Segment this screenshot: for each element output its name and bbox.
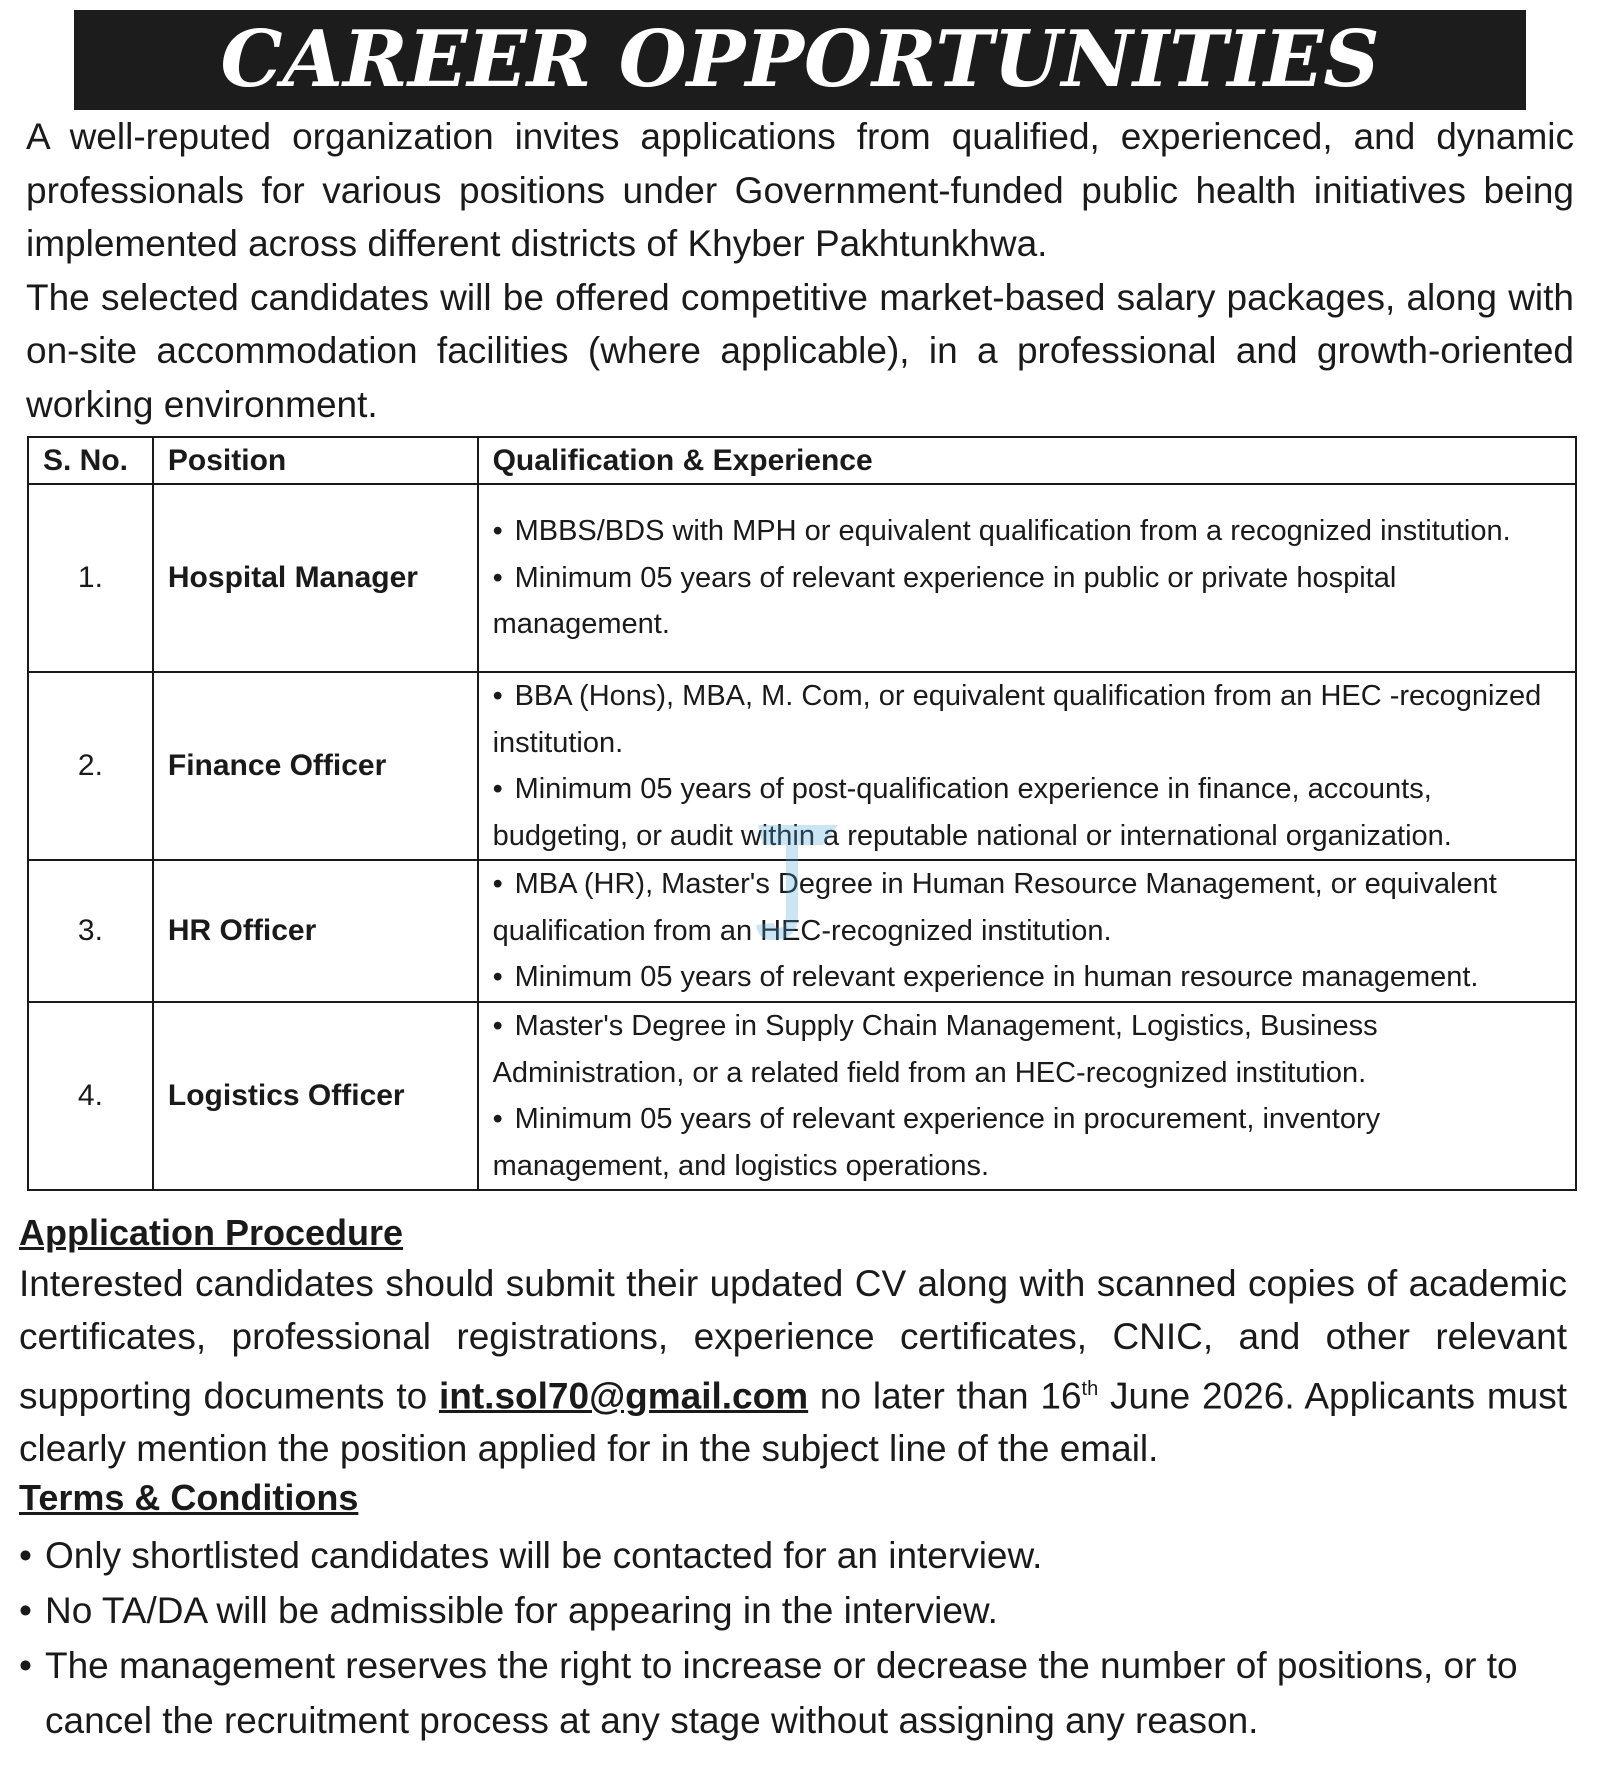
bullet-icon: • <box>492 515 503 548</box>
header-sno: S. No. <box>28 437 153 484</box>
terms-section <box>19 1474 1567 1748</box>
qualification-item: • Minimum 05 years of relevant experience in procurement, inventory management, and logistics operations. <box>493 1096 1561 1189</box>
row-sno: 4. <box>28 1002 153 1190</box>
watermark-logo-icon <box>738 805 858 955</box>
date-suffix: th <box>1081 1378 1099 1400</box>
qualification-item: • Master's Degree in Supply Chain Management, Logistics, Business Administration, or a related field from an HEC-recognized institution. <box>493 1003 1561 1096</box>
bullet-icon: • <box>19 1590 32 1631</box>
qualification-item: • MBBS/BDS with MPH or equivalent qualification from a recognized institution. <box>493 508 1561 555</box>
row-position: Hospital Manager <box>153 484 478 672</box>
intro-paragraph-2: The selected candidates will be offered competitive market-based salary packages, along with on-site accommodation facilities (where applicable), in a professional and growth-oriented working environment. <box>26 276 1574 425</box>
title-banner <box>74 10 1526 110</box>
email-link[interactable]: int.sol70@gmail.com <box>438 1375 809 1417</box>
row-qualifications <box>478 1002 1576 1190</box>
row-position: Logistics Officer <box>153 1002 478 1190</box>
bullet-icon: • <box>492 1103 503 1135</box>
terms-heading: Terms & Conditions <box>19 1477 359 1518</box>
row-sno: 3. <box>28 860 153 1002</box>
list-item: • Only shortlisted candidates will be contacted for an interview. <box>19 1528 1567 1583</box>
bullet-icon: • <box>492 773 503 805</box>
intro-paragraph-1: A well-reputed organization invites applications from qualified, experienced, and dynamic professionals for various positions under Government-funded public health initiatives being implemented across different districts of Khyber Pakhtunkhwa. <box>26 116 1574 264</box>
row-position: HR Officer <box>153 860 478 1002</box>
table-row <box>28 1002 1576 1190</box>
bullet-icon: • <box>492 561 503 594</box>
list-item: • No TA/DA will be admissible for appearing in the interview. <box>19 1583 1567 1638</box>
row-position: Finance Officer <box>153 672 478 860</box>
bullet-icon: • <box>492 961 503 994</box>
qualification-item: • Minimum 05 years of post-qualification experience in finance, accounts, budgeting, or audit within a reputable national or international organization. <box>493 766 1561 859</box>
bullet-icon: • <box>19 1645 32 1686</box>
header-qualification: Qualification & Experience <box>478 437 1576 484</box>
procedure-heading: Application Procedure <box>19 1212 404 1253</box>
bullet-icon: • <box>492 680 503 712</box>
bullet-icon: • <box>492 868 503 901</box>
list-item: • The management reserves the right to increase or decrease the number of positions, or to cancel the recruitment process at any stage without assigning any reason. <box>19 1638 1567 1748</box>
qualification-item: • Minimum 05 years of relevant experience in human resource management. <box>493 954 1561 1001</box>
qualification-item: • BBA (Hons), MBA, M. Com, or equivalent qualification from an HEC -recognized institution. <box>493 673 1561 766</box>
application-procedure-section <box>19 1209 1567 1475</box>
bullet-icon: • <box>19 1535 32 1576</box>
header-position: Position <box>153 437 478 484</box>
bullet-icon: • <box>492 1010 503 1042</box>
terms-list <box>19 1528 1567 1748</box>
intro-section <box>26 110 1574 431</box>
table-header-row <box>28 437 1576 484</box>
table-row <box>28 484 1576 672</box>
row-qualifications <box>478 860 1576 1002</box>
qualification-item: • MBA (HR), Master's Degree in Human Resource Management, or equivalent qualification from an HEC-recognized institution. <box>493 861 1561 954</box>
row-qualifications <box>478 484 1576 672</box>
row-qualifications <box>478 672 1576 860</box>
qualification-item: • Minimum 05 years of relevant experience in public or private hospital management. <box>493 555 1561 648</box>
page-title: CAREER OPPORTUNITIES <box>220 14 1380 105</box>
procedure-text: Interested candidates should submit their updated CV along with scanned copies of academic certificates, professional registrations, experience certificates, CNIC, and other relevant supporting documents to int.sol70@gmail.com no later than 16th June 2026. Applicants must clearly mention the position applied for in the subject line of the email. <box>19 1263 1568 1470</box>
row-sno: 1. <box>28 484 153 672</box>
row-sno: 2. <box>28 672 153 860</box>
